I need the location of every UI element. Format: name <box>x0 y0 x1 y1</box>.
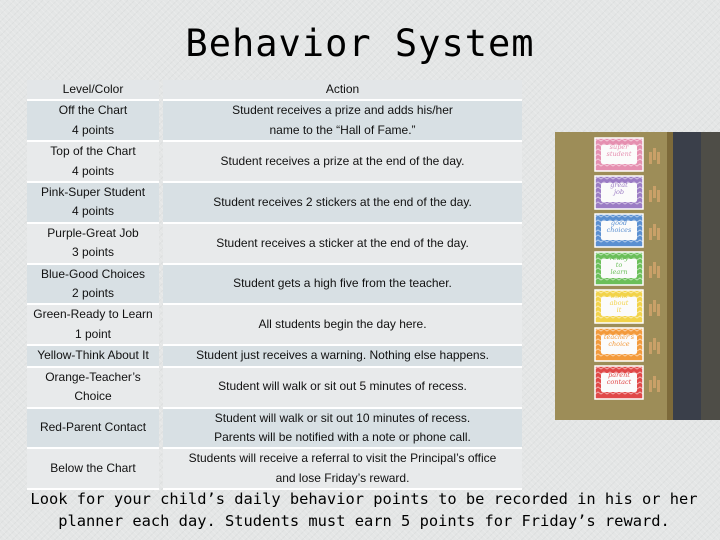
action-cell <box>163 448 522 489</box>
table-row <box>27 264 522 305</box>
level-text: 4 points <box>71 122 115 137</box>
action-text: Student just receives a warning. Nothing else happens. <box>196 348 489 363</box>
photo-banner-label: about <box>609 299 629 307</box>
action-cell <box>163 100 522 141</box>
action-column-header: Action <box>163 80 522 100</box>
level-cell <box>27 264 159 305</box>
table-row <box>27 345 522 366</box>
action-cell <box>163 345 522 366</box>
photo-banner-label: learn <box>610 268 628 276</box>
photo-clothespin <box>649 190 652 202</box>
level-text: Orange-Teacher’s <box>45 369 141 384</box>
action-cell <box>163 264 522 305</box>
photo-banner-label: student <box>606 150 632 158</box>
level-cell <box>27 408 159 449</box>
action-text: Student will walk or sit out 5 minutes of recess. <box>218 379 467 394</box>
level-text: 1 point <box>74 326 112 341</box>
photo-banner-label: great <box>610 181 628 189</box>
photo-clothespin <box>649 380 652 392</box>
photo-clothespin <box>657 266 660 278</box>
action-text: name to the “Hall of Fame.” <box>269 122 416 137</box>
photo-clothespin <box>649 266 652 278</box>
action-text: and lose Friday’s reward. <box>275 470 410 485</box>
level-cell <box>27 345 159 366</box>
photo-clothespin <box>657 342 660 354</box>
table-row <box>27 223 522 264</box>
photo-clothespin <box>657 228 660 240</box>
photo-clothespin <box>653 300 656 312</box>
action-cell <box>163 141 522 182</box>
table-row <box>27 182 522 223</box>
level-text: Purple-Great Job <box>47 225 139 240</box>
photo-clothespin <box>653 262 656 274</box>
table-row <box>27 304 522 345</box>
level-cell <box>27 141 159 182</box>
photo-dark-edge <box>701 132 720 420</box>
level-text: Choice <box>74 389 112 404</box>
photo-banner-label: job <box>613 188 625 196</box>
behavior-chart-photo <box>555 132 720 420</box>
photo-door-frame <box>673 132 701 420</box>
level-text: Off the Chart <box>58 103 128 118</box>
photo-banner-label: it <box>616 306 622 314</box>
table-row <box>27 141 522 182</box>
action-text: Students will receive a referral to visit the Principal’s office <box>188 451 497 466</box>
action-cell <box>163 367 522 408</box>
behavior-table <box>27 80 522 490</box>
photo-banner-label: teacher's <box>603 333 635 341</box>
photo-clothespin <box>653 224 656 236</box>
photo-frame-edge <box>667 132 673 420</box>
level-text: Blue-Good Choices <box>40 266 146 281</box>
action-text: Student receives a prize at the end of the day. <box>220 153 465 168</box>
level-cell <box>27 182 159 223</box>
photo-clothespin <box>649 304 652 316</box>
photo-banner-label: contact <box>606 378 632 386</box>
action-text: Student gets a high five from the teacher. <box>233 276 452 291</box>
level-cell <box>27 304 159 345</box>
level-text: Below the Chart <box>50 461 136 476</box>
level-text: 3 points <box>71 245 115 260</box>
level-cell <box>27 367 159 408</box>
behavior-chart-photo-drawing <box>555 132 720 420</box>
level-cell <box>27 223 159 264</box>
action-text: Student receives a sticker at the end of the day. <box>216 235 469 250</box>
action-cell <box>163 223 522 264</box>
photo-banner-label: think <box>610 292 628 300</box>
table-row <box>27 448 522 489</box>
photo-clothespin <box>657 152 660 164</box>
footer-note: Look for your child’s daily behavior points to be recorded in his or her planner each day. Students must earn 5 points for Friday’s reward. <box>30 490 698 530</box>
action-text: Student receives 2 stickers at the end of the day. <box>213 194 472 209</box>
level-text: Pink-Super Student <box>40 185 146 200</box>
table-header-row <box>27 80 522 100</box>
level-text: Green-Ready to Learn <box>33 307 153 322</box>
behavior-table-body <box>27 80 522 489</box>
action-cell <box>163 182 522 223</box>
photo-clothespin <box>653 376 656 388</box>
level-text: 4 points <box>71 204 115 219</box>
photo-clothespin <box>653 148 656 160</box>
action-text: All students begin the day here. <box>258 317 427 332</box>
action-cell <box>163 408 522 449</box>
action-text: Student will walk or sit out 10 minutes of recess. <box>214 410 471 425</box>
table-row <box>27 100 522 141</box>
page-title: Behavior System <box>185 22 535 65</box>
action-cell <box>163 304 522 345</box>
photo-clothespin <box>653 338 656 350</box>
level-cell <box>27 100 159 141</box>
photo-banner-label: choices <box>606 226 632 234</box>
level-column-header: Level/Color <box>27 80 159 100</box>
level-text: Top of the Chart <box>50 144 136 159</box>
photo-clothespin <box>657 190 660 202</box>
photo-banner-label: super <box>609 143 629 151</box>
photo-clothespin <box>649 152 652 164</box>
photo-banner-label: parent <box>608 371 630 379</box>
action-text: Parents will be notified with a note or phone call. <box>214 429 471 444</box>
table-row <box>27 408 522 449</box>
photo-clothespin <box>649 228 652 240</box>
photo-banner-label: ready <box>609 254 629 262</box>
table-row <box>27 367 522 408</box>
level-text: Red-Parent Contact <box>39 420 147 435</box>
level-text: 2 points <box>71 286 115 301</box>
level-text: Yellow-Think About It <box>37 348 149 363</box>
photo-clothespin <box>653 186 656 198</box>
photo-banner-label: good <box>610 219 628 227</box>
level-text: 4 points <box>71 163 115 178</box>
photo-banner-label: choice <box>608 340 630 348</box>
photo-clothespin <box>649 342 652 354</box>
photo-clothespin <box>657 304 660 316</box>
photo-banner-label: to <box>615 261 623 269</box>
photo-clothespin <box>657 380 660 392</box>
action-text: Student receives a prize and adds his/her <box>232 103 453 118</box>
level-cell <box>27 448 159 489</box>
